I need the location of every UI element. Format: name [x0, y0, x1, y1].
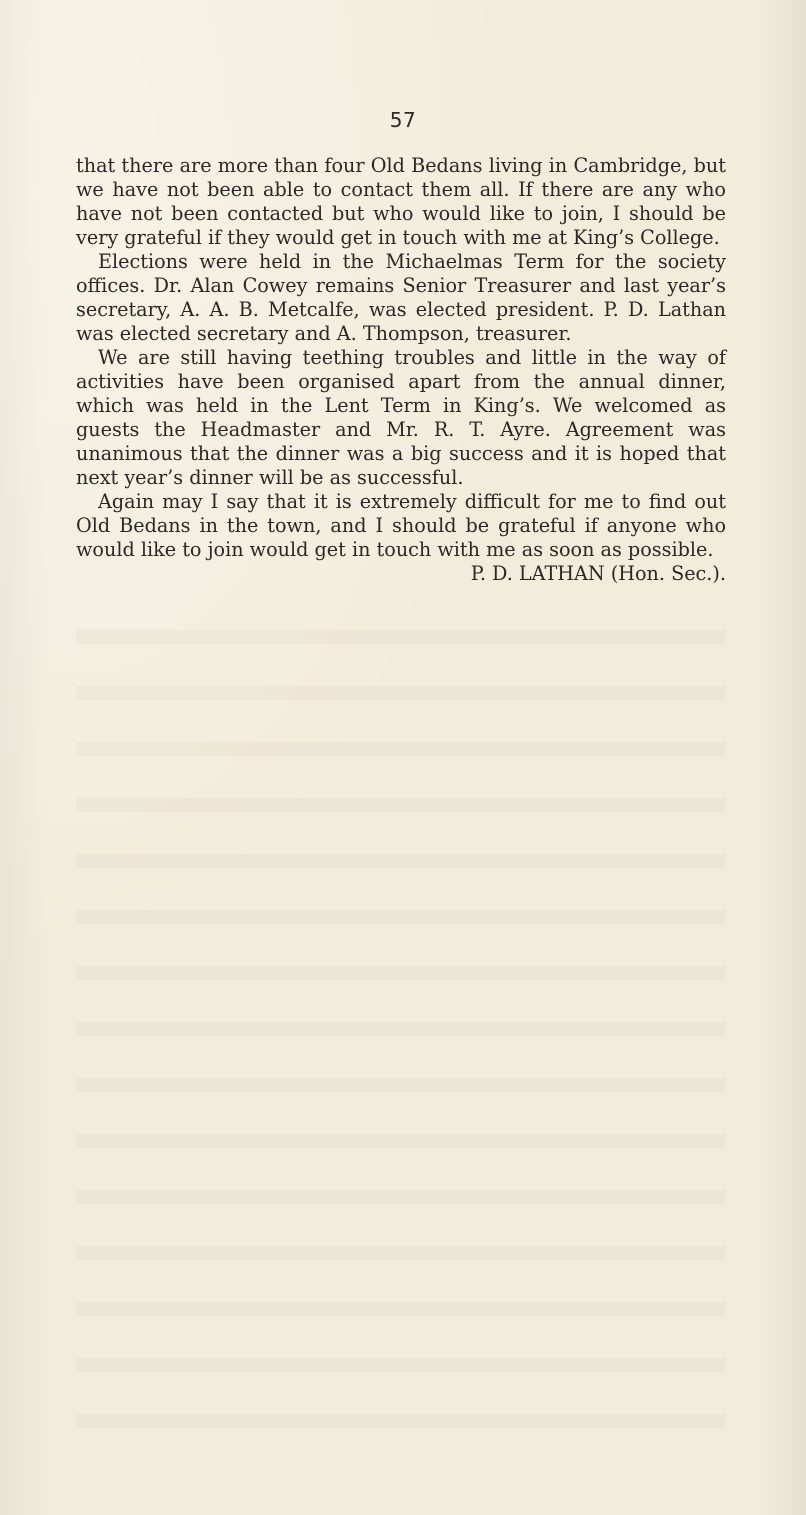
page-number: 57: [389, 108, 417, 132]
signature: P. D. LATHAN (Hon. Sec.).: [470, 562, 726, 585]
paragraph-1: that there are more than four Old Bedans living in Cambridge, but we have not been able to contact them all. If there are any who have not been contacted but who would like to join, I should be very grateful if they would get in touch with me at King’s College.: [76, 154, 726, 249]
body-text: [76, 154, 726, 586]
paragraph-2: Elections were held in the Michaelmas Term for the society offices. Dr. Alan Cowey remains Senior Treasurer and last year’s secretary, A. A. B. Metcalfe, was elected president. P. D. Lathan was elected secretary and A. Thompson, treasurer.: [76, 250, 726, 345]
paragraph-4: Again may I say that it is extremely difficult for me to find out Old Bedans in the town, and I should be grateful if anyone who would like to join would get in touch with me as soon as possible.: [76, 490, 726, 561]
reverse-side-show-through: [76, 600, 726, 1440]
paragraph-3: We are still having teething troubles and little in the way of activities have been organised apart from the annual dinner, which was held in the Lent Term in King’s. We welcomed as guests the Headmaster and Mr. R. T. Ayre. Agreement was unanimous that the dinner was a big success and it is hoped that next year’s dinner will be as successful.: [76, 346, 726, 489]
